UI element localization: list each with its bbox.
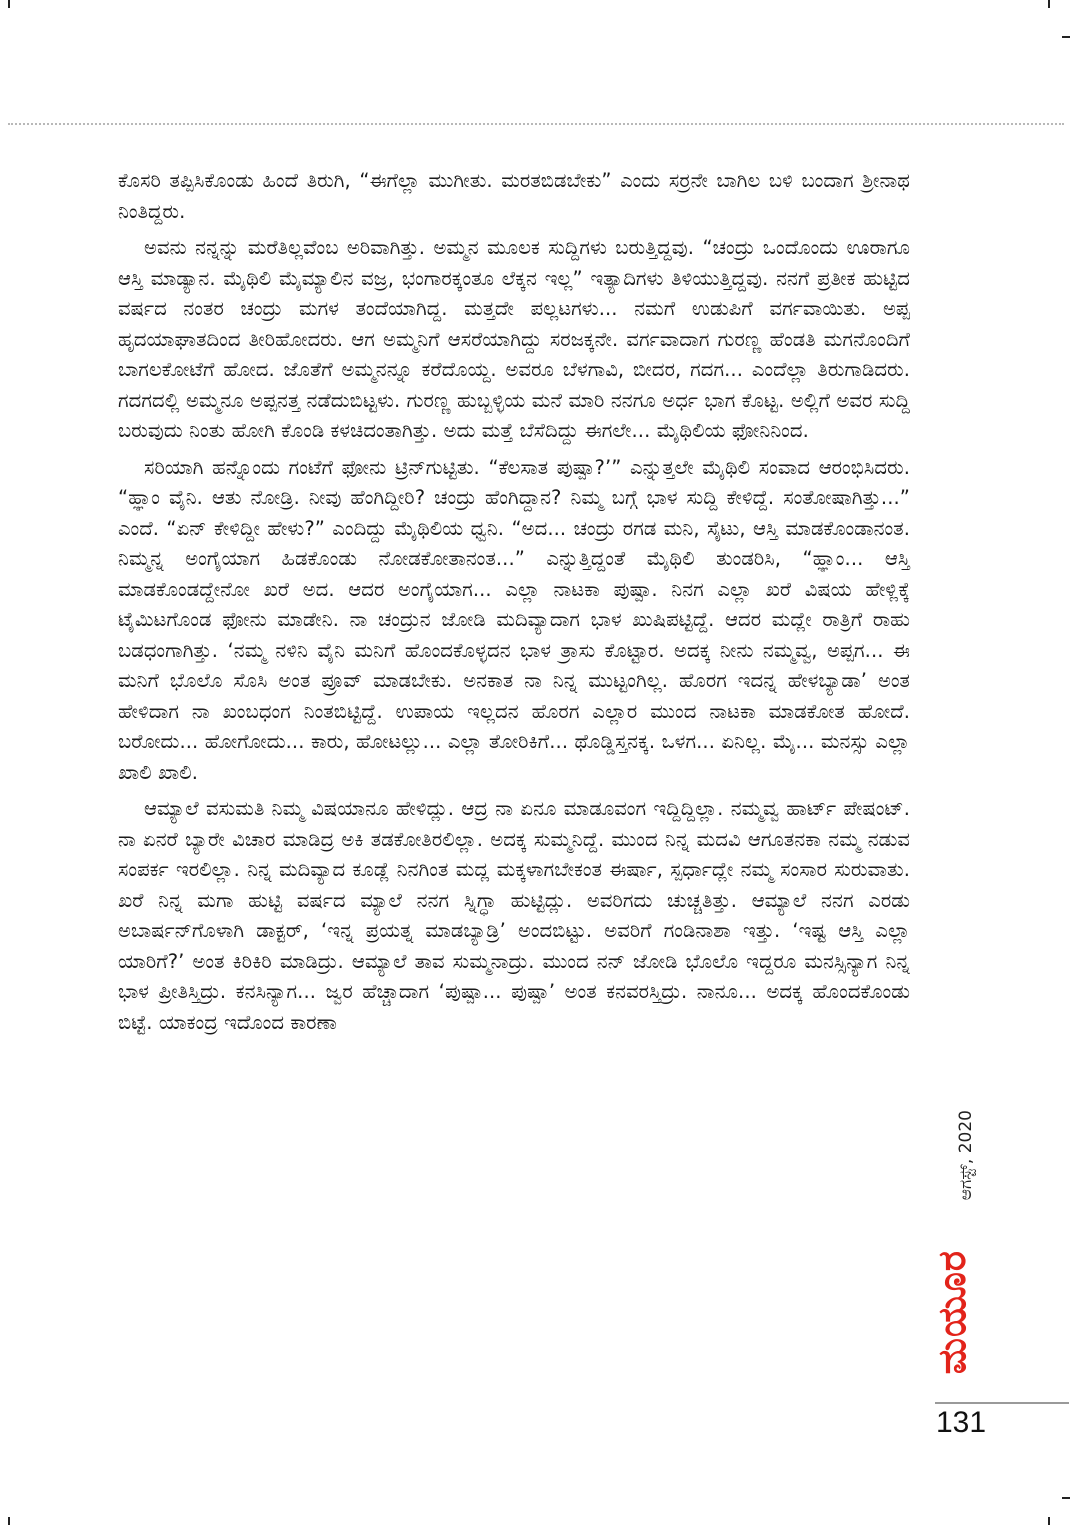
crop-mark-bottom-right [1048, 1517, 1050, 1525]
header-dotted-rule [8, 123, 1064, 125]
crop-mark-top-left [8, 0, 10, 8]
crop-mark-right-top [1062, 36, 1070, 38]
paragraph-1: ಕೊಸರಿ ತಪ್ಪಿಸಿಕೊಂಡು ಹಿಂದೆ ತಿರುಗಿ, “ಈಗೆಲ್ಲಾ ಮುಗೀತು. ಮರತಬಿಡಬೇಕು” ಎಂದು ಸರ‍್ರನೇ ಬಾಗಿಲ ಬಳಿ ಬಂದಾಗ ಶ್ರೀನಾಥ ನಿಂತಿದ್ದರು. [118, 169, 910, 223]
issue-date: ಆಗಸ್ಟ್, 2020 [956, 1110, 976, 1201]
crop-mark-bottom-left [8, 1517, 10, 1525]
folio-rule [935, 1402, 1069, 1404]
paragraph-3: ಸರಿಯಾಗಿ ಹನ್ನೊಂದು ಗಂಟೆಗೆ ಫೋನು ಟ್ರಿನ್‌ಗುಟ್ಟಿತು. “ಕೆಲಸಾತ ಪುಷ್ಪಾ?’” ಎನ್ನುತ್ತಲೇ ಮೈಥಿಲಿ ಸಂವಾದ ಆರಂಭಿಸಿದರು. “ಹ್ಞಾಂ ವೈನಿ. ಆತು ನೋಡ್ರಿ. ನೀವು ಹೆಂಗಿದ್ದೀರಿ? ಚಂದ್ರು ಹೆಂಗಿದ್ದಾನ? ನಿಮ್ಮ ಬಗ್ಗೆ ಭಾಳ ಸುದ್ದಿ ಕೇಳಿದ್ದೆ. ಸಂತೋಷಾಗಿತ್ತು...” ಎಂದೆ. “ಏನ್ ಕೇಳಿದ್ದೀ ಹೇಳು?” ಎಂದಿದ್ದು ಮೈಥಿಲಿಯ ಧ್ವನಿ. “ಅದ... ಚಂದ್ರು ರಗಡ ಮನಿ, ಸೈಟು, ಆಸ್ತಿ ಮಾಡಕೊಂಡಾನಂತ. ನಿಮ್ಮನ್ನ ಅಂಗೈಯಾಗ ಹಿಡಕೊಂಡು ನೋಡಕೋತಾನಂತ...” ಎನ್ನುತ್ತಿದ್ದಂತೆ ಮೈಥಿಲಿ ತುಂಡರಿಸಿ, “ಹ್ಞಾಂ... ಆಸ್ತಿ ಮಾಡಕೊಂಡದ್ದೇನೋ ಖರೆ ಅದ. ಆದರ ಅಂಗೈಯಾಗ... ಎಲ್ಲಾ ನಾಟಕಾ ಪುಷ್ಪಾ. ನಿನಗ ಎಲ್ಲಾ ಖರೆ ವಿಷಯ ಹೇಳ್ಲಿಕ್ಕೆ ಟೈಮಿಟಗೊಂಡ ಫೋನು ಮಾಡೇನಿ. ನಾ ಚಂದ್ರುನ ಜೋಡಿ ಮದಿವ್ಯಾದಾಗ ಭಾಳ ಖುಷಿಪಟ್ಟಿದ್ದೆ. ಆದರ ಮದ್ಲೇ ರಾತ್ರಿಗೆ ರಾಹು ಬಡಧಂಗಾಗಿತ್ತು. ‘ನಮ್ಮ ನಳಿನಿ ವೈನಿ ಮನಿಗೆ ಹೊಂದಕೊಳ್ಳದನ ಭಾಳ ತ್ರಾಸು ಕೊಟ್ಟಾರ. ಅದಕ್ಕ ನೀನು ನಮ್ಮವ್ವ, ಅಪ್ಪಗ... ಈ ಮನಿಗೆ ಭೊಲೊ ಸೊಸಿ ಅಂತ ಪ್ರೂವ್ ಮಾಡಬೇಕು. ಅನಕಾತ ನಾ ನಿನ್ನ ಮುಟ್ಟಂಗಿಲ್ಲ. ಹೊರಗ ಇದನ್ನ ಹೇಳಬ್ಯಾಡಾ’ ಅಂತ ಹೇಳಿದಾಗ ನಾ ಖಂಬಧಂಗ ನಿಂತಬಿಟ್ಟಿದ್ದೆ. ಉಪಾಯ ಇಲ್ಲದನ ಹೊರಗ ಎಲ್ಲಾರ ಮುಂದ ನಾಟಕಾ ಮಾಡಕೋತ ಹೋದೆ. ಬರೋದು... ಹೋಗೋದು... ಕಾರು, ಹೋಟಲ್ಲು... ಎಲ್ಲಾ ತೋರಿಕಿಗೆ... ಥೊಡ್ಡಿಸ್ತನಕ್ಕ. ಒಳಗ... ಏನಿಲ್ಲ. ಮೈ... ಮನಸ್ಸು ಎಲ್ಲಾ ಖಾಲಿ ಖಾಲಿ. [118, 455, 910, 784]
article-body [118, 166, 910, 1044]
paragraph-4: ಆಮ್ಯಾಲೆ ವಸುಮತಿ ನಿಮ್ಮ ವಿಷಯಾನೂ ಹೇಳಿದ್ಲು. ಆದ್ರ ನಾ ಏನೂ ಮಾಡೂವಂಗ ಇದ್ದಿದ್ದಿಲ್ಲಾ. ನಮ್ಮವ್ವ ಹಾರ್ಟ್ ಪೇಷಂಟ್. ನಾ ಏನರೆ ಬ್ಯಾರೇ ವಿಚಾರ ಮಾಡಿದ್ರ ಅಕಿ ತಡಕೋತಿರಲಿಲ್ಲಾ. ಅದಕ್ಕ ಸುಮ್ಮನಿದ್ದೆ. ಮುಂದ ನಿನ್ನ ಮದವಿ ಆಗೂತನಕಾ ನಮ್ಮ ನಡುವ ಸಂಪರ್ಕ ಇರಲಿಲ್ಲಾ. ನಿನ್ನ ಮದಿವ್ಯಾದ ಕೂಡ್ಲೆ ನಿನಗಿಂತ ಮದ್ಲ ಮಕ್ಕಳಾಗಬೇಕಂತ ಈರ್ಷಾ, ಸ್ಪರ್ಧಾದ್ಲೇ ನಮ್ಮ ಸಂಸಾರ ಸುರುವಾತು. ಖರೆ ನಿನ್ನ ಮಗಾ ಹುಟ್ಟಿ ವರ್ಷದ ಮ್ಯಾಲೆ ನನಗ ಸ್ನಿಗ್ಧಾ ಹುಟ್ಟಿದ್ಲು. ಅವರಿಗದು ಚುಚ್ಚತಿತ್ತು. ಆಮ್ಯಾಲೆ ನನಗ ಎರಡು ಅಬಾರ್ಷನ್‌ಗೊಳಾಗಿ ಡಾಕ್ಟರ್, ‘ಇನ್ನ ಪ್ರಯತ್ನ ಮಾಡಬ್ಯಾಡ್ರಿ’ ಅಂದಬಿಟ್ಟು. ಅವರಿಗೆ ಗಂಡಿನಾಶಾ ಇತ್ತು. ‘ಇಷ್ಟ ಆಸ್ತಿ ಎಲ್ಲಾ ಯಾರಿಗೆ?’ ಅಂತ ಕಿರಿಕಿರಿ ಮಾಡಿದ್ರು. ಆಮ್ಯಾಲೆ ತಾವ ಸುಮ್ಮನಾದ್ರು. ಮುಂದ ನನ್ ಜೋಡಿ ಭೊಲೊ ಇದ್ದರೂ ಮನಸ್ಸಿನ್ಯಾಗ ನಿನ್ನ ಭಾಳ ಪ್ರೀತಿಸ್ತಿದ್ರು. ಕನಸಿನ್ಯಾಗ... ಜ್ವರ ಹೆಚ್ಚಾದಾಗ ‘ಪುಷ್ಪಾ... ಪುಷ್ಪಾ’ ಅಂತ ಕನವರಸ್ತಿದ್ರು. ನಾನೂ... ಅದಕ್ಕ ಹೊಂದಕೊಂಡು ಬಿಟ್ಟೆ. ಯಾಕಂದ್ರ ಇದೊಂದ ಕಾರಣಾ [118, 797, 910, 1034]
crop-mark-right-bottom [1062, 1497, 1070, 1499]
crop-mark-top-right [1048, 0, 1050, 8]
paragraph-2: ಅವನು ನನ್ನನ್ನು ಮರೆತಿಲ್ಲವೆಂಬ ಅರಿವಾಗಿತ್ತು. ಅಮ್ಮನ ಮೂಲಕ ಸುದ್ದಿಗಳು ಬರುತ್ತಿದ್ದವು. “ಚಂದ್ರು ಒಂದೊಂದು ಊರಾಗೂ ಆಸ್ತಿ ಮಾಡ್ಯಾನ. ಮೈಥಿಲಿ ಮೈಮ್ಯಾಲಿನ ವಜ್ರ, ಭಂಗಾರಕ್ಕಂತೂ ಲೆಕ್ಕನ ಇಲ್ಲ” ಇತ್ಯಾದಿಗಳು ತಿಳಿಯುತ್ತಿದ್ದವು. ನನಗೆ ಪ್ರತೀಕ ಹುಟ್ಟಿದ ವರ್ಷದ ನಂತರ ಚಂದ್ರು ಮಗಳ ತಂದೆಯಾಗಿದ್ದ. ಮತ್ತದೇ ಪಲ್ಲಟಗಳು... ನಮಗೆ ಉಡುಪಿಗೆ ವರ್ಗವಾಯಿತು. ಅಪ್ಪ ಹೃದಯಾಘಾತದಿಂದ ತೀರಿಹೋದರು. ಆಗ ಅಮ್ಮನಿಗೆ ಆಸರೆಯಾಗಿದ್ದು ಸರಜಕ್ಕನೇ. ವರ್ಗವಾದಾಗ ಗುರಣ್ಣ ಹೆಂಡತಿ ಮಗನೊಂದಿಗೆ ಬಾಗಲಕೋಟೆಗೆ ಹೋದ. ಜೊತೆಗೆ ಅಮ್ಮನನ್ನೂ ಕರೆದೊಯ್ದ. ಅವರೂ ಬೆಳಗಾವಿ, ಬೀದರ, ಗದಗ... ಎಂದೆಲ್ಲಾ ತಿರುಗಾಡಿದರು. ಗದಗದಲ್ಲಿ ಅಮ್ಮನೂ ಅಪ್ಪನತ್ತ ನಡೆದುಬಿಟ್ಟಳು. ಗುರಣ್ಣ ಹುಬ್ಬಳ್ಳಿಯ ಮನೆ ಮಾರಿ ನನಗೂ ಅರ್ಧ ಭಾಗ ಕೊಟ್ಟ. ಅಲ್ಲಿಗೆ ಅವರ ಸುದ್ದಿ ಬರುವುದು ನಿಂತು ಹೋಗಿ ಕೊಂಡಿ ಕಳಚಿದಂತಾಗಿತ್ತು. ಅದು ಮತ್ತೆ ಬೆಸೆದಿದ್ದು ಈಗಲೇ... ಮೈಥಿಲಿಯ ಫೋನಿನಿಂದ. [118, 236, 910, 442]
page-number: 131 [936, 1406, 987, 1439]
magazine-logo: ಮಯೂರ [930, 1250, 974, 1375]
